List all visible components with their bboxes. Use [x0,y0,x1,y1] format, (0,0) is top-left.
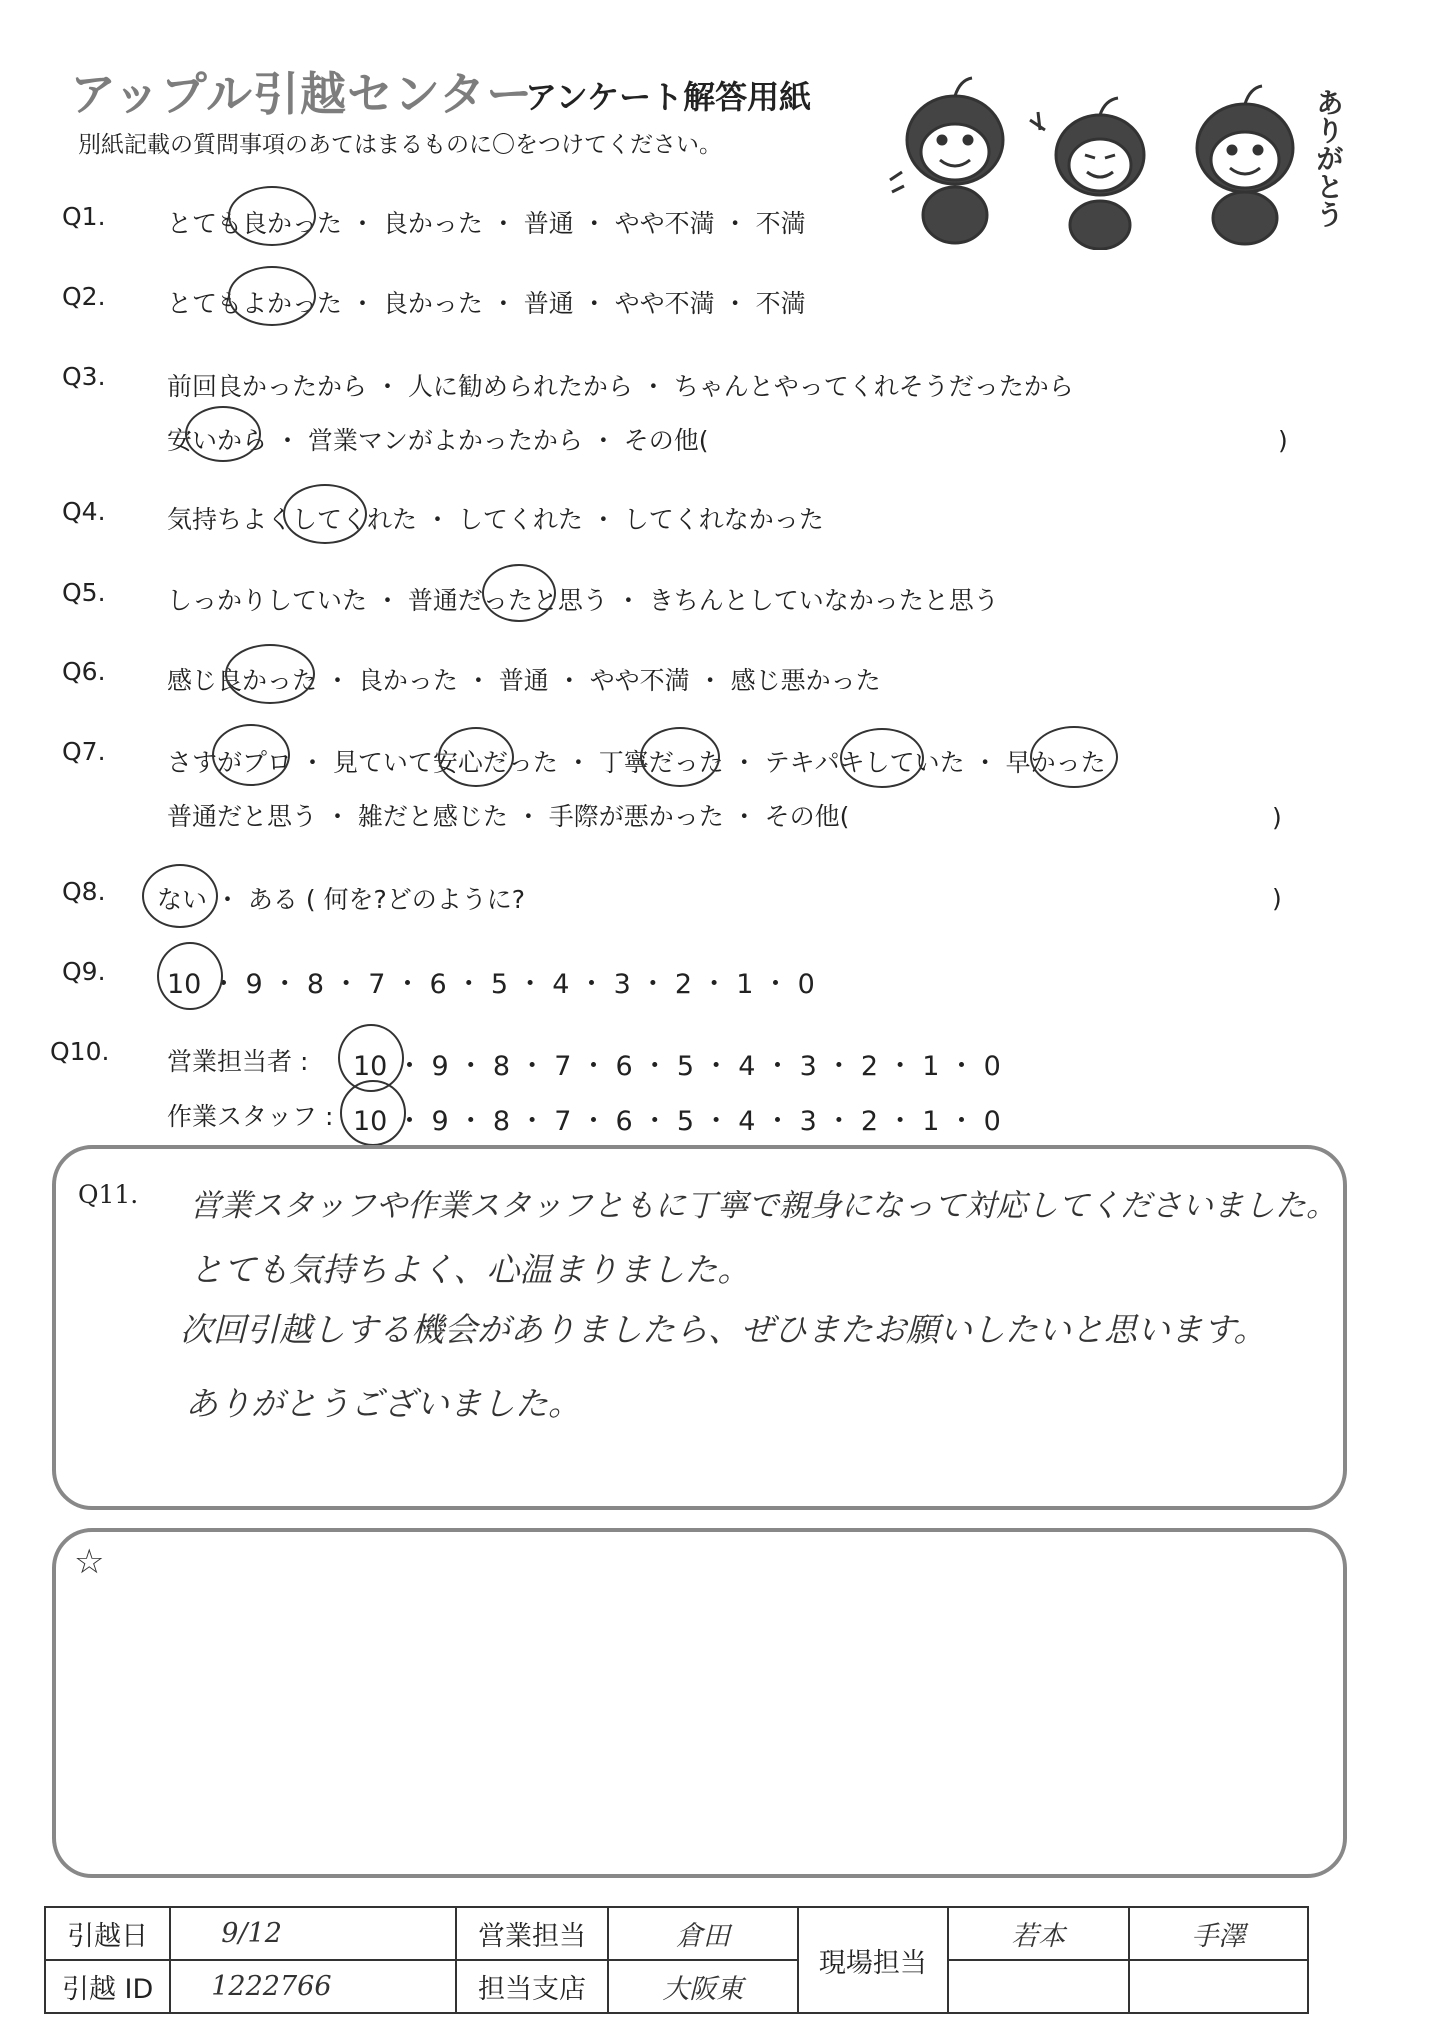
q11-comment-line-4: ありがとうございました。 [185,1384,581,1423]
star-mark: ☆ [74,1542,105,1582]
site-staff-2: 手澤 [1129,1907,1308,1960]
branch-value: 大阪東 [608,1960,798,2013]
move-date-label: 引越日 [45,1907,170,1960]
q7-options-line2: 普通だと思う ・ 雑だと感じた ・ 手際が悪かった ・ その他( [167,802,850,831]
q2-selected-circle [228,266,316,326]
q3-label: Q3. [62,362,106,391]
q11-label: Q11. [78,1180,139,1209]
q7-selected-circle-pro [212,724,290,786]
q10-label: Q10. [50,1037,110,1066]
q2-label: Q2. [62,282,106,311]
q7-selected-circle-tekipaki [840,728,924,788]
q5-selected-circle [482,564,556,622]
q10-sales-scale: 10 ・ 9 ・ 8 ・ 7 ・ 6 ・ 5 ・ 4 ・ 3 ・ 2 ・ 1 ・ 0 [353,1051,1001,1082]
q7-label: Q7. [62,737,106,766]
q6-label: Q6. [62,657,106,686]
q11-comment-line-3: 次回引越しする機会がありましたら、ぜひまたお願いしたいと思います。 [180,1310,1267,1349]
q7-selected-circle-hayai [1030,726,1118,788]
site-staff-label: 現場担当 [798,1907,947,2013]
q9-label: Q9. [62,957,106,986]
q11-comment-line-1: 営業スタッフや作業スタッフともに丁寧で親身になって対応してくださいました。 [190,1188,1337,1224]
move-id-value: 1222766 [170,1960,456,2013]
q5-options: しっかりしていた ・ 普通だったと思う ・ きちんとしていなかったと思う [167,586,999,615]
branch-label: 担当支店 [456,1960,607,2013]
monkey-mascot-illustration [880,60,1350,250]
sales-rep-label: 営業担当 [456,1907,607,1960]
q9-selected-circle [157,942,223,1010]
move-id-label: 引越 ID [45,1960,170,2013]
q4-selected-circle [283,484,367,544]
q1-options: とても良かった ・ 良かった ・ 普通 ・ やや不満 ・ 不満 [167,209,806,238]
q3-selected-circle [185,406,261,462]
form-title: アンケート解答用紙 [525,78,812,116]
q5-label: Q5. [62,578,106,607]
q7-selected-circle-anshin [438,727,514,787]
q8-selected-circle [142,864,218,928]
thanks-text: ありがとう [1312,88,1345,228]
site-staff-empty-2 [1129,1960,1308,2013]
q4-options: 気持ちよくしてくれた ・ してくれた ・ してくれなかった [167,505,824,534]
q10-staff-label: 作業スタッフ : [167,1102,334,1131]
q8-options: ない ・ ある ( 何を?どのように? [157,885,526,914]
q10-staff-selected-circle [340,1080,406,1146]
q6-selected-circle [225,644,315,704]
q9-scale: 10 ・ 9 ・ 8 ・ 7 ・ 6 ・ 5 ・ 4 ・ 3 ・ 2 ・ 1 ・ 0 [167,969,815,1000]
site-staff-1: 若本 [948,1907,1129,1960]
q8-close-paren: ) [1272,884,1282,913]
footer-table [44,1906,1309,2014]
move-date-value: 9/12 [170,1907,456,1960]
brand-name: アップル引越センター [70,67,534,121]
q7-close-paren: ) [1272,803,1282,832]
q10-staff-scale: 10 ・ 9 ・ 8 ・ 7 ・ 6 ・ 5 ・ 4 ・ 3 ・ 2 ・ 1 ・ 0 [353,1106,1001,1137]
q7-options-line1: さすがプロ ・ 見ていて安心だった ・ 丁寧だった ・ テキパキしていた ・ 早かった [167,748,1106,777]
q4-label: Q4. [62,497,106,526]
q3-close-paren: ) [1278,426,1288,455]
q8-label: Q8. [62,877,106,906]
q7-selected-circle-teinei [640,727,720,787]
q3-options-line1: 前回良かったから ・ 人に勧められたから ・ ちゃんとやってくれそうだったから [167,372,1074,401]
q3-options-line2: 安いから ・ 営業マンがよかったから ・ その他( [167,426,709,455]
q1-selected-circle [228,186,316,246]
q6-options: 感じ良かった ・ 良かった ・ 普通 ・ やや不満 ・ 感じ悪かった [167,666,881,695]
q1-label: Q1. [62,202,106,231]
q10-sales-label: 営業担当者 : [167,1047,309,1076]
free-comment-panel [52,1528,1347,1878]
sales-rep-value: 倉田 [608,1907,798,1960]
q2-options: とてもよかった ・ 良かった ・ 普通 ・ やや不満 ・ 不満 [167,289,806,318]
site-staff-empty-1 [948,1960,1129,2013]
q11-comment-line-2: とても気持ちよく、心温まりました。 [190,1250,751,1289]
instruction-text: 別紙記載の質問事項のあてはまるものに〇をつけてください。 [78,132,722,158]
